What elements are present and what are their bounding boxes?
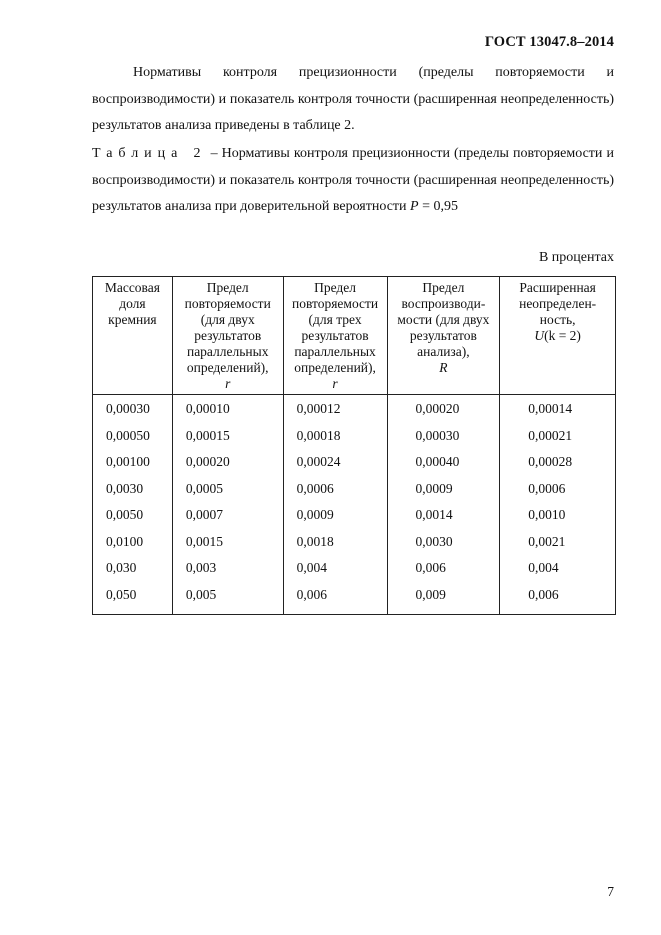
table-caption (92, 141, 614, 221)
column-header-line: Массовая (104, 280, 160, 295)
column-header-line: результатов (194, 328, 262, 343)
column-header-symbol: U (534, 328, 545, 343)
table-cell: 0,00050 (93, 423, 173, 450)
table-cell: 0,00020 (172, 449, 283, 476)
table-cell: 0,004 (283, 555, 387, 582)
table-cell: 0,0021 (500, 529, 616, 556)
table-cell: 0,006 (500, 582, 616, 615)
intro-paragraph: Нормативы контроля прецизионности (пределы повторяемости и воспроизводимости) и показатель контроля точности (расширенная неопределенность) результатов анализа приведены в таблице 2. (92, 65, 614, 133)
table-cell: 0,00015 (172, 423, 283, 450)
table-cell: 0,030 (93, 555, 173, 582)
table-cell: 0,0009 (387, 476, 500, 503)
table-row (93, 395, 616, 423)
column-header-line: Предел (314, 280, 357, 295)
table-row (93, 582, 616, 615)
table-head (93, 277, 616, 395)
table-cell: 0,0018 (283, 529, 387, 556)
table-cell: 0,00100 (93, 449, 173, 476)
column-header-symbol-line (285, 376, 386, 392)
column-header-2 (172, 277, 283, 395)
column-header-line: Расширенная (519, 280, 596, 295)
table-cell: 0,0050 (93, 502, 173, 529)
table-caption-text: Нормативы контроля прецизионности (пределы повторяемости и воспроизводимости) и показатель контроля точности (расширенная неопределенность) результатов анализа при доверительной вероятности (92, 146, 614, 214)
table-caption-dash: – (210, 146, 218, 161)
column-header-symbol-line (389, 360, 499, 376)
table-cell: 0,0030 (387, 529, 500, 556)
table-cell: 0,0015 (172, 529, 283, 556)
column-header-line: мости (для двух (397, 312, 490, 327)
table-cell: 0,00010 (172, 395, 283, 423)
column-header-symbol-suffix: (k = 2) (544, 328, 581, 343)
table-cell: 0,0009 (283, 502, 387, 529)
table-caption-value: = 0,95 (422, 199, 458, 214)
table-cell: 0,0007 (172, 502, 283, 529)
table-cell: 0,00040 (387, 449, 500, 476)
column-header-symbol: r (225, 376, 231, 391)
table-cell: 0,005 (172, 582, 283, 615)
column-header-line: параллельных (186, 344, 269, 359)
column-header-line: определений), (186, 360, 269, 375)
column-header-line: ность, (539, 312, 576, 327)
column-header-1 (93, 277, 173, 395)
column-header-symbol: r (332, 376, 338, 391)
column-header-line: повторяемости (291, 296, 379, 311)
table-header-row (93, 277, 616, 395)
table-cell: 0,0006 (500, 476, 616, 503)
table-cell: 0,0006 (283, 476, 387, 503)
column-header-4 (387, 277, 500, 395)
table-cell: 0,0005 (172, 476, 283, 503)
table-cell: 0,00030 (93, 395, 173, 423)
table-cell: 0,00024 (283, 449, 387, 476)
table-cell: 0,00012 (283, 395, 387, 423)
table-cell: 0,00021 (500, 423, 616, 450)
column-header-5 (500, 277, 616, 395)
table-cell: 0,006 (387, 555, 500, 582)
table-cell: 0,009 (387, 582, 500, 615)
document-header: ГОСТ 13047.8–2014 (484, 34, 614, 50)
table-cell: 0,0030 (93, 476, 173, 503)
column-header-line: параллельных (294, 344, 376, 359)
table-cell: 0,006 (283, 582, 387, 615)
table-cell: 0,00014 (500, 395, 616, 423)
column-header-line: анализа), (417, 344, 470, 359)
column-header-line: Предел (206, 280, 249, 295)
table-cell: 0,0014 (387, 502, 500, 529)
table-row (93, 423, 616, 450)
table-cell: 0,00020 (387, 395, 500, 423)
table-cell: 0,0100 (93, 529, 173, 556)
table-body (93, 395, 616, 615)
column-header-symbol-line (174, 376, 282, 392)
table-cell: 0,004 (500, 555, 616, 582)
column-header-line: результатов (409, 328, 477, 343)
table-caption-symbol: P (410, 199, 419, 214)
column-header-line: доля (119, 296, 146, 311)
column-header-line: (для трех (308, 312, 362, 327)
column-header-line: кремния (108, 312, 157, 327)
table-cell: 0,050 (93, 582, 173, 615)
units-note: В процентах (538, 250, 614, 265)
column-header-line: повторяемости (184, 296, 271, 311)
column-header-line: определений), (294, 360, 376, 375)
table-cell: 0,00028 (500, 449, 616, 476)
table-cell: 0,003 (172, 555, 283, 582)
precision-table (92, 276, 616, 615)
table-cell: 0,00018 (283, 423, 387, 450)
table-row (93, 449, 616, 476)
column-header-line: (для двух (200, 312, 255, 327)
column-header-symbol-line (501, 328, 614, 344)
table-cell: 0,00030 (387, 423, 500, 450)
column-header-line: Предел (422, 280, 465, 295)
table-row (93, 529, 616, 556)
table-row (93, 502, 616, 529)
table-caption-label: Таблица 2 (92, 146, 207, 161)
column-header-line: результатов (301, 328, 369, 343)
column-header-line: воспроизводи- (401, 296, 486, 311)
column-header-3 (283, 277, 387, 395)
table-cell: 0,0010 (500, 502, 616, 529)
page-number: 7 (607, 884, 614, 899)
table-row (93, 476, 616, 503)
column-header-line: неопределен- (519, 296, 597, 311)
table-row (93, 555, 616, 582)
column-header-symbol: R (439, 360, 448, 375)
